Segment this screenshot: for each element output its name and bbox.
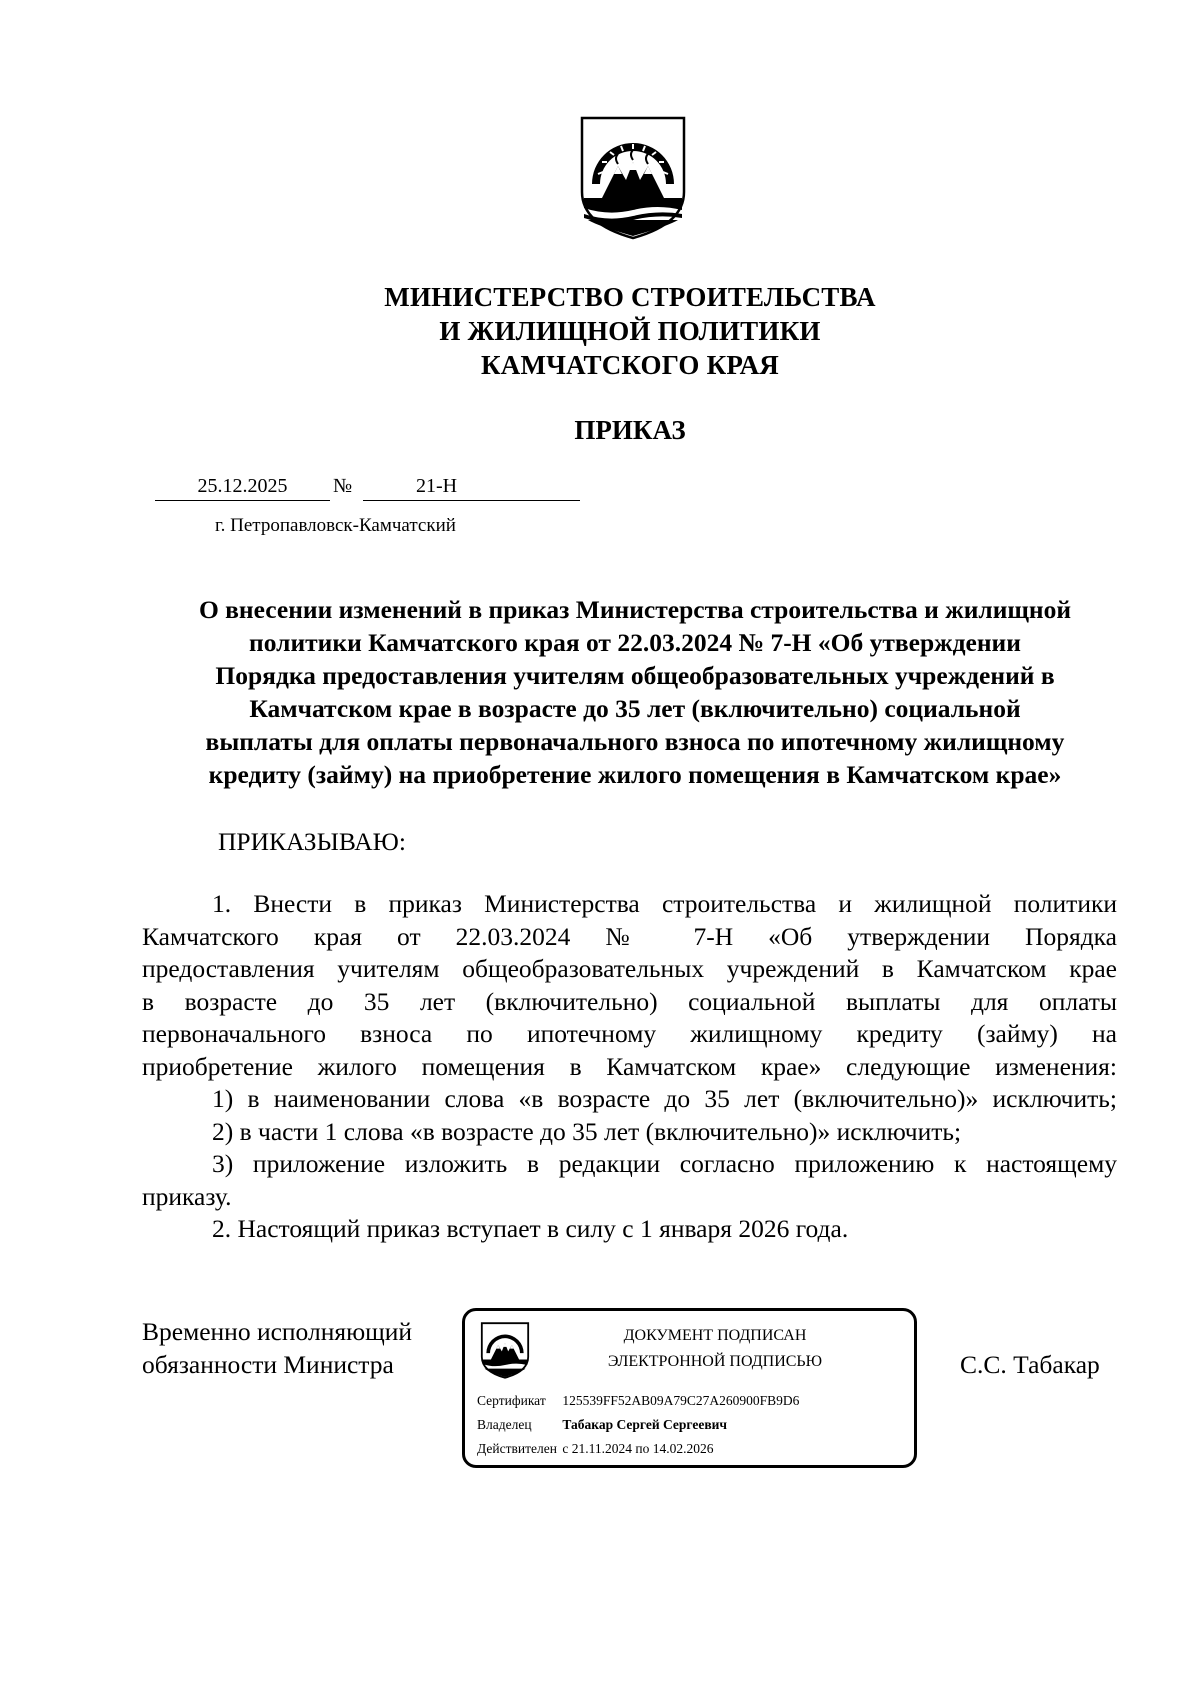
subject-line: политики Камчатского края от 22.03.2024 № 7-Н «Об утверждении — [249, 628, 1021, 657]
stamp-title — [585, 1323, 845, 1375]
document-number: 21-Н — [363, 472, 580, 501]
stamp-title-line: ЭЛЕКТРОННОЙ ПОДПИСЬЮ — [607, 1353, 823, 1370]
body-line: первоначального взноса по ипотечному жилищному кредиту (займу) на — [142, 1019, 1117, 1048]
body-line: 2) в части 1 слова «в возрасте до 35 лет (включительно)» исключить; — [212, 1116, 962, 1146]
number-sign: № — [333, 475, 353, 497]
ministry-name — [300, 280, 960, 382]
body-line: в возрасте до 35 лет (включительно) социальной выплаты для оплаты — [142, 986, 1117, 1016]
subject-line: Камчатском крае в возрасте до 35 лет (включительно) социальной — [249, 694, 1021, 723]
body-line: Камчатского края от 22.03.2024 № 7-Н «Об утверждении Порядка — [142, 921, 1117, 951]
body-line: приобретение жилого помещения в Камчатском крае» следующие изменения: — [142, 1051, 1117, 1081]
city-name: г. Петропавловск-Камчатский — [215, 515, 456, 536]
body-line: 1) в наименовании слова «в возрасте до 35 лет (включительно)» исключить; — [212, 1084, 1117, 1113]
stamp-owner-row — [477, 1415, 727, 1435]
owner-label: Владелец — [477, 1417, 532, 1432]
subject-line: выплаты для оплаты первоначального взноса по ипотечному жилищному — [205, 727, 1065, 756]
signer-name: С.С. Табакар — [960, 1350, 1100, 1379]
ministry-name-line: КАМЧАТСКОГО КРАЯ — [481, 350, 779, 380]
stamp-emblem-icon — [480, 1321, 530, 1379]
body-line: 1. Внести в приказ Министерства строительства и жилищной политики — [212, 889, 1117, 918]
certificate-value: 125539FF52AB09A79C27A260900FB9D6 — [562, 1393, 800, 1408]
body-line: предоставления учителям общеобразовательных учреждений в Камчатском крае — [142, 954, 1117, 983]
registration-line — [155, 472, 580, 502]
document-subject — [140, 593, 1130, 791]
body-line: приказу. — [142, 1181, 232, 1211]
subject-line: кредиту (займу) на приобретение жилого помещения в Камчатском крае» — [208, 760, 1062, 789]
document-date: 25.12.2025 — [155, 472, 330, 501]
stamp-certificate-row — [477, 1391, 799, 1411]
electronic-signature-stamp — [462, 1308, 917, 1468]
ministry-name-line: МИНИСТЕРСТВО СТРОИТЕЛЬСТВА — [384, 282, 876, 312]
ministry-name-line: И ЖИЛИЩНОЙ ПОЛИТИКИ — [439, 316, 821, 346]
owner-value: Табакар Сергей Сергеевич — [562, 1417, 728, 1432]
body-line: 3) приложение изложить в редакции согласно приложению к настоящему — [212, 1149, 1117, 1178]
subject-line: Порядка предоставления учителям общеобразовательных учреждений в — [215, 661, 1055, 690]
signer-title — [142, 1315, 412, 1381]
document-body — [142, 888, 1117, 1246]
stamp-title-line: ДОКУМЕНТ ПОДПИСАН — [623, 1327, 807, 1344]
stamp-validity-row — [477, 1439, 713, 1459]
certificate-label: Сертификат — [477, 1393, 546, 1408]
signer-title-line: обязанности Министра — [142, 1350, 394, 1379]
subject-line: О внесении изменений в приказ Министерства строительства и жилищной — [198, 595, 1072, 624]
signer-title-line: Временно исполняющий — [142, 1317, 413, 1346]
body-line: 2. Настоящий приказ вступает в силу с 1 января 2026 года. — [212, 1214, 849, 1243]
validity-value: с 21.11.2024 по 14.02.2026 — [562, 1441, 714, 1456]
validity-label: Действителен — [477, 1441, 557, 1456]
document-type: ПРИКАЗ — [574, 415, 686, 445]
coat-of-arms-emblem — [578, 114, 688, 240]
order-word: ПРИКАЗЫВАЮ: — [218, 827, 406, 856]
